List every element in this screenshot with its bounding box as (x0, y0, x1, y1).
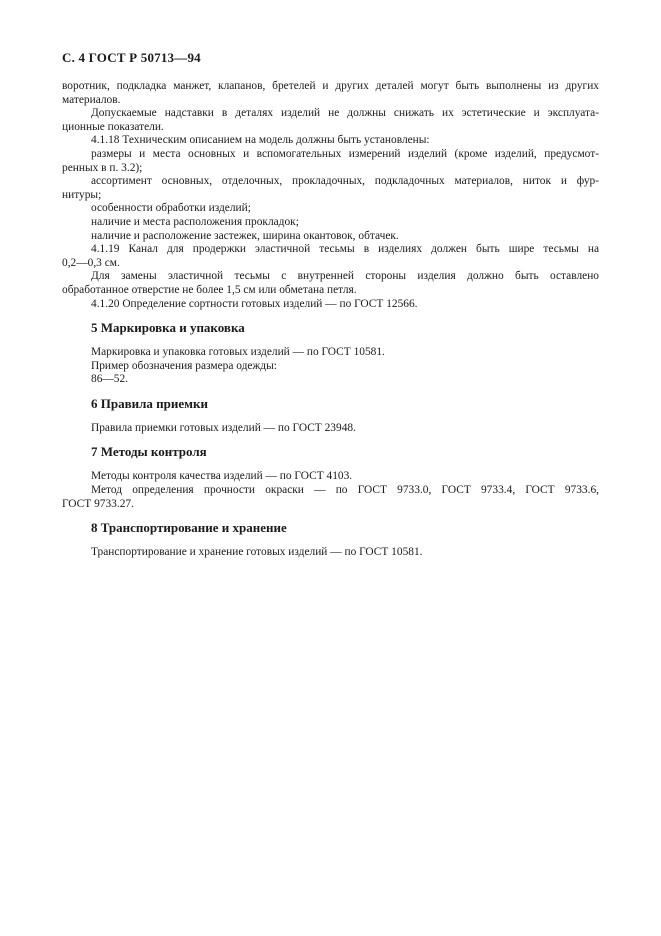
section-heading-7: 7 Методы контроля (91, 444, 207, 460)
clause-4-1-19: 4.1.19 Канал для продержки эластичной тесьмы в изделиях должен быть шире тесьмы на (91, 243, 599, 256)
running-head: С. 4 ГОСТ Р 50713—94 (62, 50, 201, 65)
section-text: ГОСТ 9733.27. (62, 497, 134, 510)
paragraph-line: нитуры; (62, 188, 102, 201)
section-heading-5: 5 Маркировка и упаковка (91, 320, 245, 336)
section-text: Правила приемки готовых изделий — по ГОСТ 23948. (91, 421, 356, 434)
paragraph-line: обработанное отверстие не более 1,5 см или обметана петля. (62, 283, 357, 296)
document-body (62, 80, 599, 560)
list-item: наличие и места расположения прокладок; (91, 215, 299, 228)
paragraph-line: размеры и места основных и вспомогательных измерений изделий (кроме изделий, предусмот- (91, 147, 599, 160)
section-heading-8: 8 Транспортирование и хранение (91, 520, 287, 536)
section-text: Пример обозначения размера одежды: (91, 359, 277, 372)
paragraph-line: ассортимент основных, отделочных, прокладочных, подкладочных материалов, ниток и фур- (91, 175, 599, 188)
paragraph-line: ционные показатели. (62, 120, 164, 133)
paragraph-line: ренных в п. 3.2); (62, 161, 143, 174)
section-text: 86—52. (91, 373, 129, 386)
paragraph-line: 0,2—0,3 см. (62, 256, 120, 269)
section-text: Методы контроля качества изделий — по ГОСТ 4103. (91, 470, 353, 483)
section-heading-6: 6 Правила приемки (91, 395, 208, 411)
paragraph-line: Допускаемые надставки в деталях изделий не должны снижать их эстетические и эксплуата- (91, 107, 599, 120)
paragraph-line: Для замены эластичной тесьмы с внутренней стороны изделия должно быть оставлено (91, 270, 599, 283)
section-text: Транспортирование и хранение готовых изделий — по ГОСТ 10581. (91, 546, 423, 559)
paragraph-line: материалов. (62, 93, 121, 106)
list-item: наличие и расположение застежек, ширина окантовок, обтачек. (91, 229, 399, 242)
list-item: особенности обработки изделий; (91, 202, 251, 215)
clause-4-1-18: 4.1.18 Техническим описанием на модель должны быть установлены: (91, 134, 430, 147)
clause-4-1-20: 4.1.20 Определение сортности готовых изделий — по ГОСТ 12566. (91, 297, 418, 310)
paragraph-line: воротник, подкладка манжет, клапанов, бретелей и других деталей могут быть выполнены из других (62, 80, 599, 92)
section-text: Маркировка и упаковка готовых изделий — по ГОСТ 10581. (91, 346, 385, 359)
section-text: Метод определения прочности окраски — по ГОСТ 9733.0, ГОСТ 9733.4, ГОСТ 9733.6, (91, 484, 599, 497)
